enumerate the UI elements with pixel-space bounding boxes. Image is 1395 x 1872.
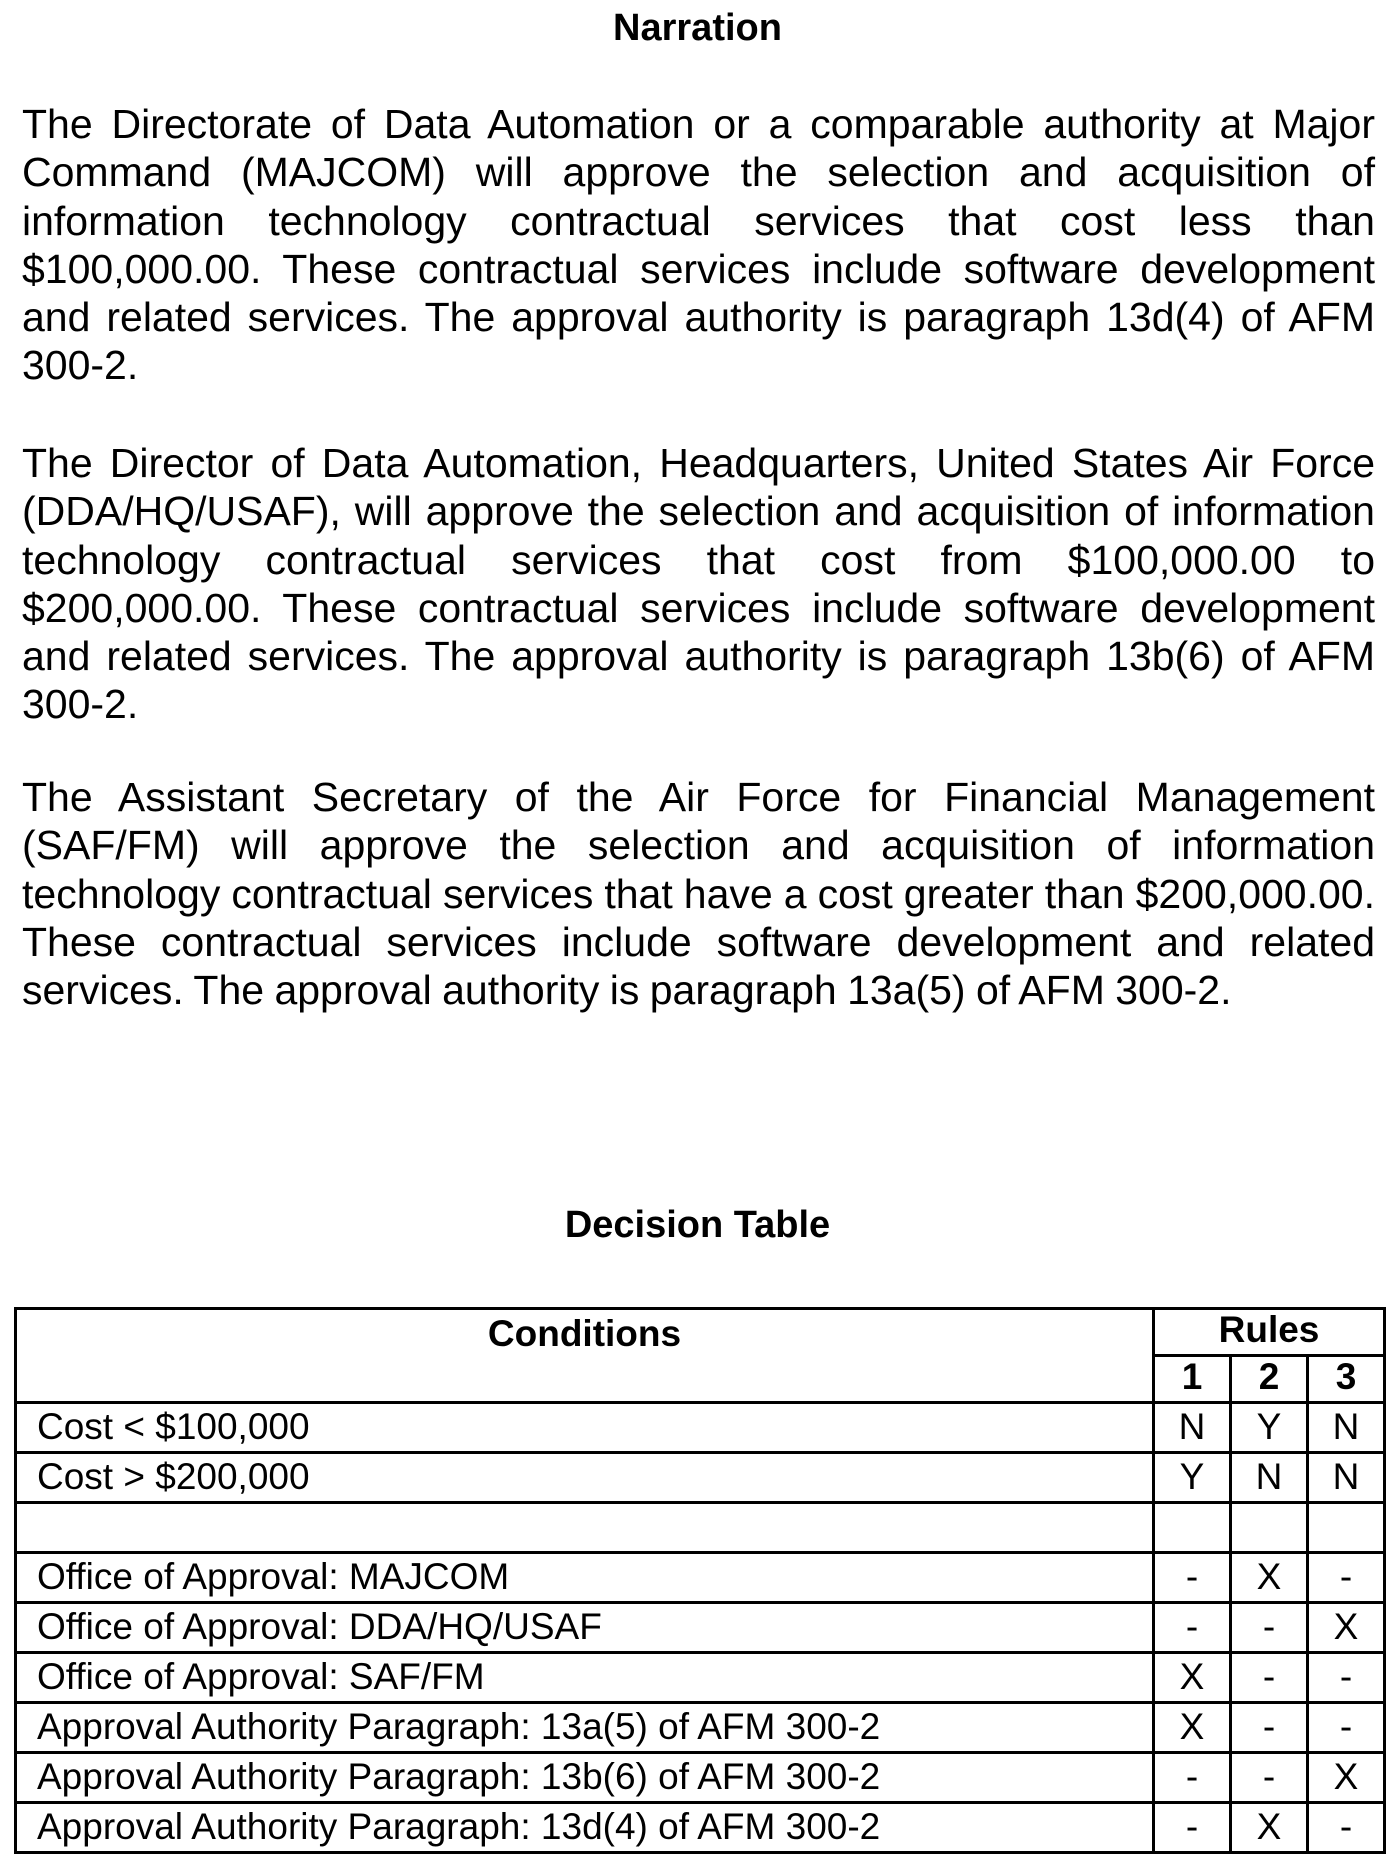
rule-value: Y: [1154, 1453, 1231, 1503]
rule-value: X: [1308, 1603, 1385, 1653]
header-row: [16, 1309, 1385, 1356]
action-label: Office of Approval: SAF/FM: [16, 1653, 1154, 1703]
rule-value: -: [1231, 1603, 1308, 1653]
narration-paragraph-saf-fm: The Assistant Secretary of the Air Force for Financial Management (SAF/FM) will approve the selection and acquisition of information technology contractual services that have a cost greater than $200,000.00. These contractual services include software development and related services. The approval authority is paragraph 13a(5) of AFM 300-2.: [22, 774, 1375, 1014]
action-label: Approval Authority Paragraph: 13b(6) of AFM 300-2: [16, 1753, 1154, 1803]
rule-value: -: [1308, 1703, 1385, 1753]
rule-value: Y: [1231, 1403, 1308, 1453]
action-label: Approval Authority Paragraph: 13a(5) of AFM 300-2: [16, 1703, 1154, 1753]
rule-value: -: [1308, 1803, 1385, 1853]
rule-number-2: 2: [1231, 1356, 1308, 1403]
rule-value: N: [1231, 1453, 1308, 1503]
table-row-separator: [16, 1503, 1385, 1553]
rule-value: [1154, 1503, 1231, 1553]
condition-label: Cost < $100,000: [16, 1403, 1154, 1453]
rule-value: X: [1154, 1703, 1231, 1753]
rule-value: [1308, 1503, 1385, 1553]
rule-value: N: [1308, 1403, 1385, 1453]
rule-number-1: 1: [1154, 1356, 1231, 1403]
rule-value: X: [1154, 1653, 1231, 1703]
rule-value: -: [1231, 1703, 1308, 1753]
table-row: [16, 1803, 1385, 1853]
rule-value: X: [1231, 1803, 1308, 1853]
rule-value: X: [1308, 1753, 1385, 1803]
rule-value: -: [1231, 1653, 1308, 1703]
table-row: [16, 1653, 1385, 1703]
table-row: [16, 1753, 1385, 1803]
decision-table-heading: Decision Table: [564, 1204, 831, 1246]
table-row: [16, 1703, 1385, 1753]
rule-value: -: [1308, 1653, 1385, 1703]
narration-paragraph-dda: The Director of Data Automation, Headquarters, United States Air Force (DDA/HQ/USAF), will approve the selection and acquisition of information technology contractual services that cost from $100,000.00 to $200,000.00. These contractual services include software development and related services. The approval authority is paragraph 13b(6) of AFM 300-2.: [22, 440, 1375, 728]
rule-value: -: [1154, 1553, 1231, 1603]
condition-label: [16, 1503, 1154, 1553]
rule-value: -: [1231, 1753, 1308, 1803]
action-label: Approval Authority Paragraph: 13d(4) of AFM 300-2: [16, 1803, 1154, 1853]
narration-heading: Narration: [613, 7, 782, 49]
rule-value: N: [1308, 1453, 1385, 1503]
narration-paragraph-majcom: The Directorate of Data Automation or a comparable authority at Major Command (MAJCOM) will approve the selection and acquisition of information technology contractual services that cost less than $100,000.00. These contractual services include software development and related services. The approval authority is paragraph 13d(4) of AFM 300-2.: [22, 101, 1375, 389]
rules-header: Rules: [1154, 1309, 1385, 1356]
action-label: Office of Approval: DDA/HQ/USAF: [16, 1603, 1154, 1653]
table-row: [16, 1453, 1385, 1503]
rule-value: -: [1308, 1553, 1385, 1603]
action-label: Office of Approval: MAJCOM: [16, 1553, 1154, 1603]
rule-value: -: [1154, 1803, 1231, 1853]
rule-value: -: [1154, 1753, 1231, 1803]
rule-number-3: 3: [1308, 1356, 1385, 1403]
table-row: [16, 1403, 1385, 1453]
rule-value: [1231, 1503, 1308, 1553]
decision-table: [14, 1307, 1386, 1854]
table-row: [16, 1603, 1385, 1653]
condition-label: Cost > $200,000: [16, 1453, 1154, 1503]
rule-value: -: [1154, 1603, 1231, 1653]
rule-value: N: [1154, 1403, 1231, 1453]
conditions-header: Conditions: [16, 1309, 1154, 1403]
rule-value: X: [1231, 1553, 1308, 1603]
table-row: [16, 1553, 1385, 1603]
